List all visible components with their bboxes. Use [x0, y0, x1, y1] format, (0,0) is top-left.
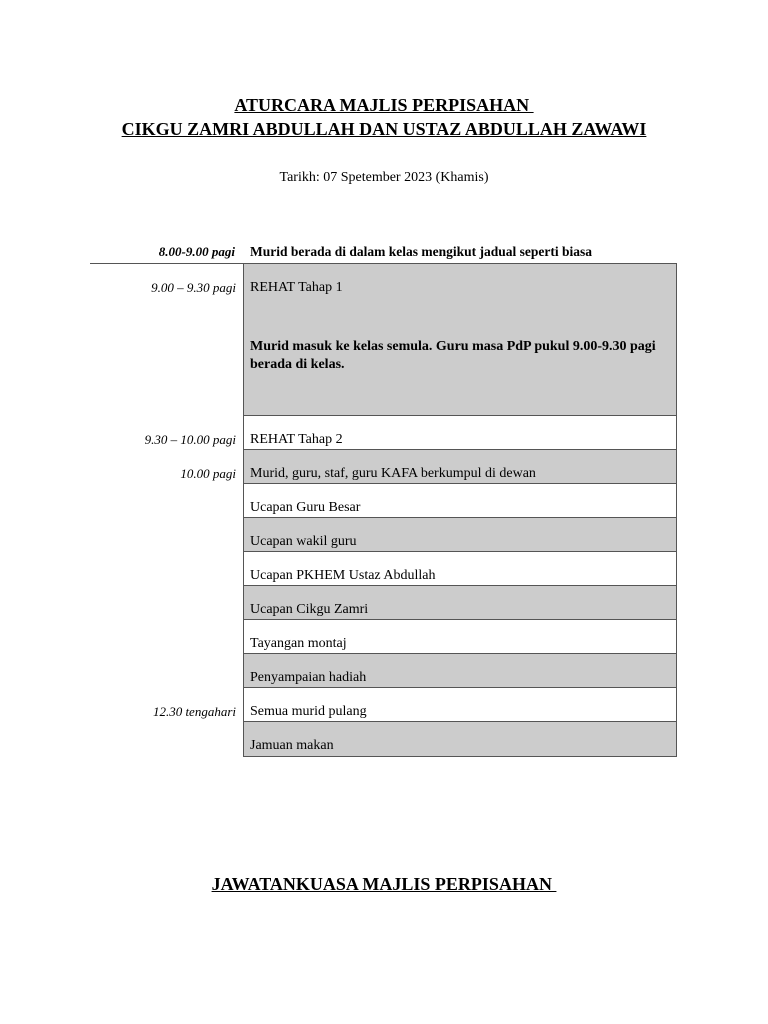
schedule-row	[152, 688, 676, 722]
schedule-activity: Ucapan Cikgu Zamri	[250, 602, 369, 617]
schedule-time: 10.00 pagi	[180, 466, 236, 481]
schedule-time: 9.30 – 10.00 pagi	[144, 432, 236, 447]
schedule-activity: Semua murid pulang	[250, 704, 367, 719]
schedule-row	[244, 586, 676, 620]
schedule-activity: Penyampaian hadiah	[250, 670, 367, 685]
schedule-note: Murid masuk ke kelas semula. Guru masa PdP pukul 9.00-9.30 pagi berada di kelas.	[250, 339, 656, 372]
schedule-row	[244, 484, 676, 518]
schedule-header-time: 8.00-9.00 pagi	[158, 244, 235, 259]
schedule-row	[244, 620, 676, 654]
schedule-activity: Tayangan montaj	[250, 636, 347, 651]
schedule-activity: Ucapan PKHEM Ustaz Abdullah	[250, 568, 436, 583]
schedule-row	[244, 552, 676, 586]
schedule-row	[151, 264, 676, 416]
schedule-activity: REHAT Tahap 2	[250, 432, 343, 447]
schedule-row	[244, 654, 676, 688]
header-divider	[90, 263, 243, 264]
schedule-time: 12.30 tengahari	[152, 704, 236, 719]
schedule-row	[244, 722, 676, 756]
schedule-row	[244, 518, 676, 552]
schedule-activity: Ucapan wakil guru	[250, 534, 357, 549]
schedule-time: 9.00 – 9.30 pagi	[151, 280, 236, 295]
schedule-activity: Murid, guru, staf, guru KAFA berkumpul di dewan	[250, 466, 536, 481]
document-title-line-2: CIKGU ZAMRI ABDULLAH DAN USTAZ ABDULLAH ZAWAWI	[121, 119, 647, 139]
schedule-activity: Ucapan Guru Besar	[250, 500, 361, 515]
schedule-row	[144, 416, 676, 450]
schedule-table	[144, 263, 677, 757]
committee-title: JAWATANKUASA MAJLIS PERPISAHAN	[211, 874, 557, 894]
schedule-header-activity: Murid berada di dalam kelas mengikut jadual seperti biasa	[250, 244, 593, 259]
event-date: Tarikh: 07 Spetember 2023 (Khamis)	[279, 170, 489, 185]
document-title-line-1: ATURCARA MAJLIS PERPISAHAN	[234, 95, 534, 115]
schedule-activity: REHAT Tahap 1	[250, 280, 343, 295]
schedule-activity: Jamuan makan	[250, 738, 334, 753]
schedule-row	[180, 450, 676, 484]
